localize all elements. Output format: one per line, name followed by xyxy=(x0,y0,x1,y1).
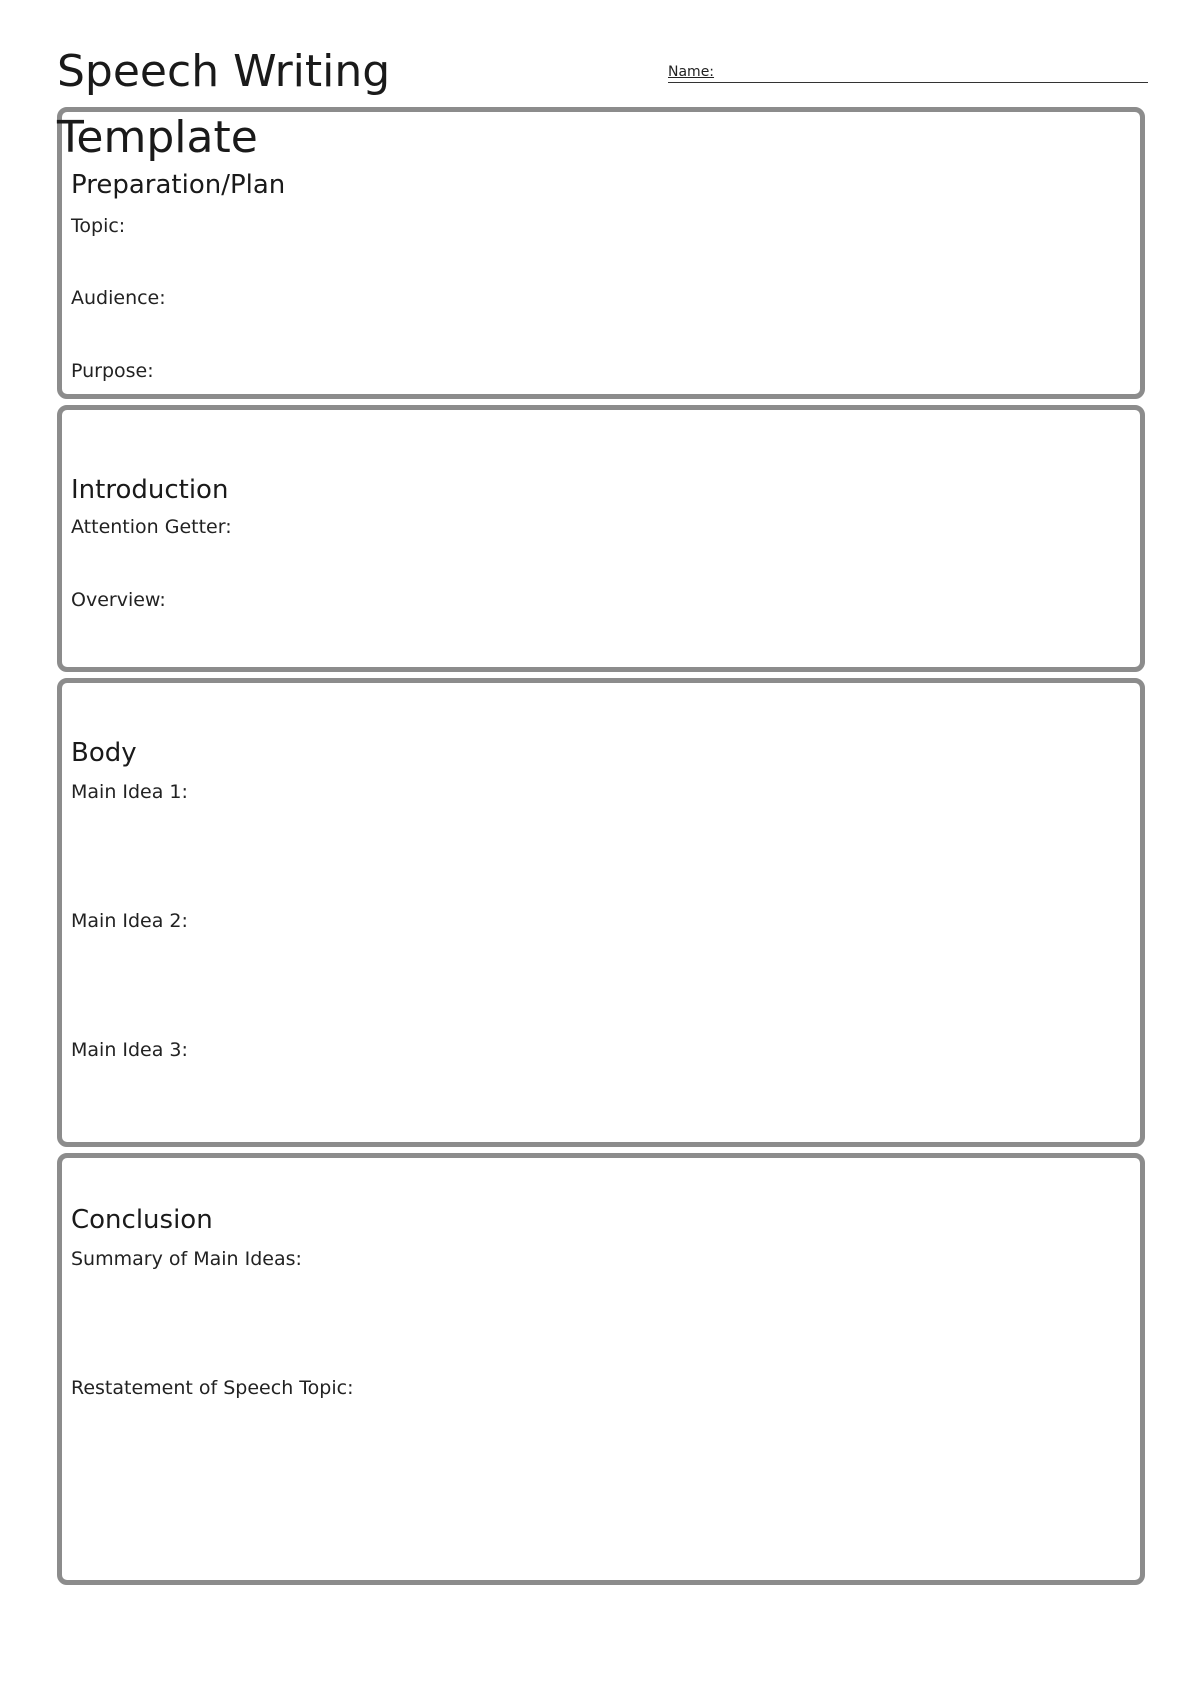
topic-label: Topic: xyxy=(71,215,126,237)
audience-label: Audience: xyxy=(71,287,166,309)
page-title-continued: Template xyxy=(57,112,258,163)
preparation-heading: Preparation/Plan xyxy=(71,170,286,200)
summary-label: Summary of Main Ideas: xyxy=(71,1248,302,1270)
introduction-section xyxy=(57,405,1145,672)
page-title: Speech Writing xyxy=(57,46,391,97)
body-section xyxy=(57,678,1145,1147)
main-idea-1-label: Main Idea 1: xyxy=(71,781,188,803)
overview-label: Overview: xyxy=(71,589,166,611)
name-field[interactable] xyxy=(668,64,1148,83)
conclusion-section xyxy=(57,1153,1145,1585)
name-label: Name: xyxy=(668,64,715,80)
main-idea-3-label: Main Idea 3: xyxy=(71,1039,188,1061)
purpose-label: Purpose: xyxy=(71,360,154,382)
main-idea-2-label: Main Idea 2: xyxy=(71,910,188,932)
body-heading: Body xyxy=(71,738,137,768)
introduction-heading: Introduction xyxy=(71,475,229,505)
conclusion-heading: Conclusion xyxy=(71,1205,213,1235)
attention-getter-label: Attention Getter: xyxy=(71,516,232,538)
restatement-label: Restatement of Speech Topic: xyxy=(71,1377,354,1399)
